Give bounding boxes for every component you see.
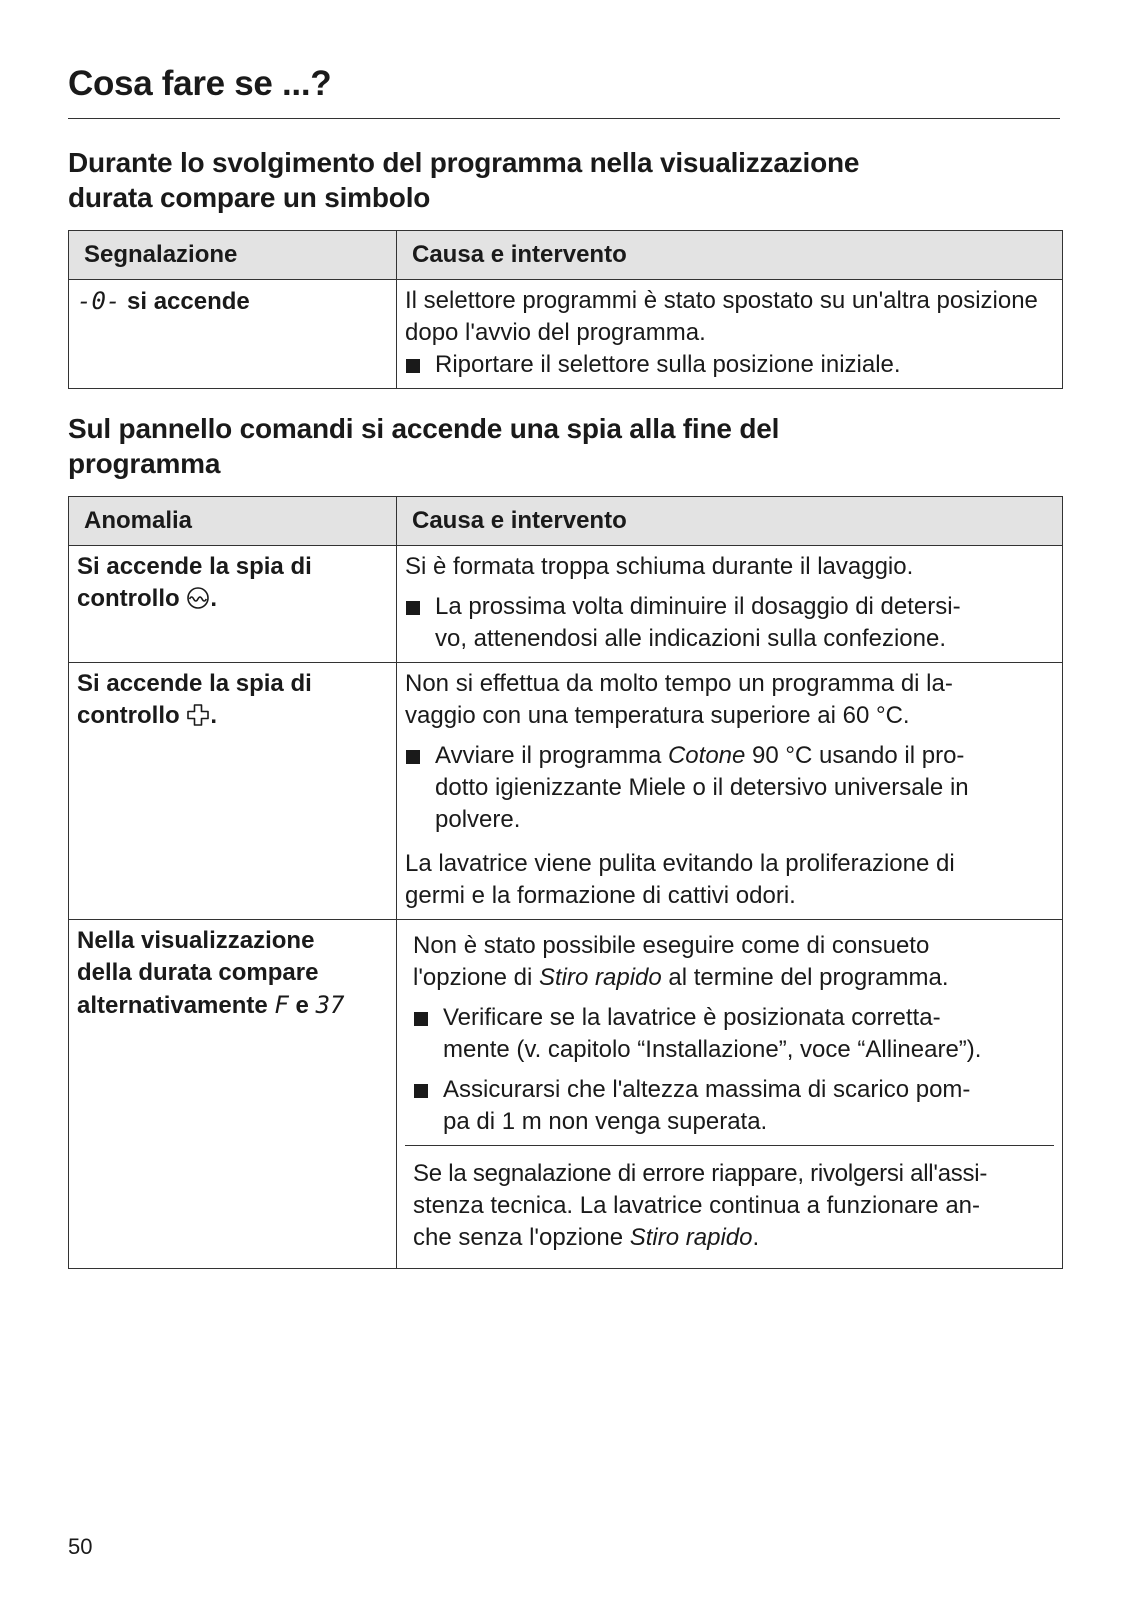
column-header-cause: Causa e intervento [397,497,1063,546]
action-line: mente (v. capitolo “Installazione”, voce “Allineare”). [443,1036,982,1063]
cause-text-part: al termine del programma. [661,964,949,991]
fault-label: Si accende la spia di [77,670,312,697]
heading-line: Durante lo svolgimento del programma nella visualizzazione [68,147,860,178]
fault-label: controllo [77,702,187,729]
action-bullet [413,1074,1046,1138]
title-divider [68,118,1060,119]
fault-label: Si accende la spia di [77,553,312,580]
display-symbol: -0- [77,287,121,315]
option-name: Stiro rapido [539,964,662,991]
note-text [405,848,1054,912]
page-title: Cosa fare se ...? [68,64,332,103]
note-line: Se la segnalazione di errore riappare, rivolgersi all'assi- [413,1160,988,1187]
note-line: che senza l'opzione [413,1224,630,1251]
fault-label: Nella visualizzazione [77,927,315,954]
display-code-37: 37 [315,991,345,1019]
action-line: vo, attenendosi alle indicazioni sulla confezione. [435,625,946,652]
option-name: Stiro rapido [629,1224,753,1251]
column-header-fault: Anomalia [69,497,397,546]
fault-label-end: . [210,702,217,729]
signal-label: si accende [120,288,250,315]
display-code-f: F [274,991,289,1019]
note-line: . [752,1224,760,1251]
heading-line: durata compare un simbolo [68,182,431,213]
signal-cell [69,280,397,389]
hygiene-cross-icon [186,703,210,736]
action-line: dotto igienizzante Miele o il detersivo universale in [435,774,969,801]
table-header-row [69,497,1063,546]
fault-label: e [288,992,316,1019]
table-row [69,280,1063,389]
fault-cell [69,920,397,1269]
fault-label: alternativamente [77,992,275,1019]
cause-text [413,930,1046,994]
action-text: 90 °C usando il pro- [745,742,965,769]
action-bullet [405,591,1054,655]
cause-line: vaggio con una temperatura superiore ai 60 °C. [405,702,910,729]
fault-cell [69,546,397,663]
fault-table [68,496,1063,1269]
fault-label: della durata compare [77,959,319,986]
action-bullet [413,1002,1046,1066]
section-heading-duration-symbol [68,145,1058,215]
table-row [69,920,1063,1269]
table-header-row [69,231,1063,280]
fault-label: controllo [77,585,187,612]
cause-cell [397,546,1063,663]
column-header-signal: Segnalazione [69,231,397,280]
note-line: La lavatrice viene pulita evitando la proliferazione di [405,850,955,877]
foam-indicator-icon [186,586,210,619]
action-bullet: Riportare il selettore sulla posizione iniziale. [405,349,1054,381]
cause-text: Il selettore programmi è stato spostato su un'altra posizione dopo l'avvio del programma. [405,287,1038,346]
cause-text: Si è formata troppa schiuma durante il lavaggio. [405,553,914,580]
cause-text-part: l'opzione di [413,964,539,991]
action-line: Verificare se la lavatrice è posizionata corretta- [443,1004,941,1031]
page-number: 50 [68,1534,93,1559]
cause-cell [397,663,1063,920]
table-row [69,663,1063,920]
fault-cell [69,663,397,920]
note-block [405,1146,1054,1261]
action-text: Avviare il programma [435,742,668,769]
cause-cell [397,280,1063,389]
cause-text [405,668,1054,732]
cause-block [405,925,1054,1146]
heading-line: programma [68,448,221,479]
note-text [413,1158,1046,1254]
table-row [69,546,1063,663]
note-line: stenza tecnica. La lavatrice continua a funzionare an- [413,1192,981,1219]
signal-table [68,230,1063,389]
fault-label-end: . [210,585,217,612]
cause-line: Non è stato possibile eseguire come di consueto [413,932,930,959]
section-heading-panel-indicator [68,411,1058,481]
column-header-cause: Causa e intervento [397,231,1063,280]
action-line: La prossima volta diminuire il dosaggio di detersi- [435,593,961,620]
cause-line: Non si effettua da molto tempo un programma di la- [405,670,953,697]
cause-cell [397,920,1063,1269]
program-name: Cotone [667,742,746,769]
action-line: polvere. [435,806,521,833]
action-line: pa di 1 m non venga superata. [443,1108,768,1135]
action-line: Assicurarsi che l'altezza massima di scarico pom- [443,1076,971,1103]
heading-line: Sul pannello comandi si accende una spia alla fine del [68,413,780,444]
action-bullet [405,740,1054,836]
note-line: germi e la formazione di cattivi odori. [405,882,796,909]
